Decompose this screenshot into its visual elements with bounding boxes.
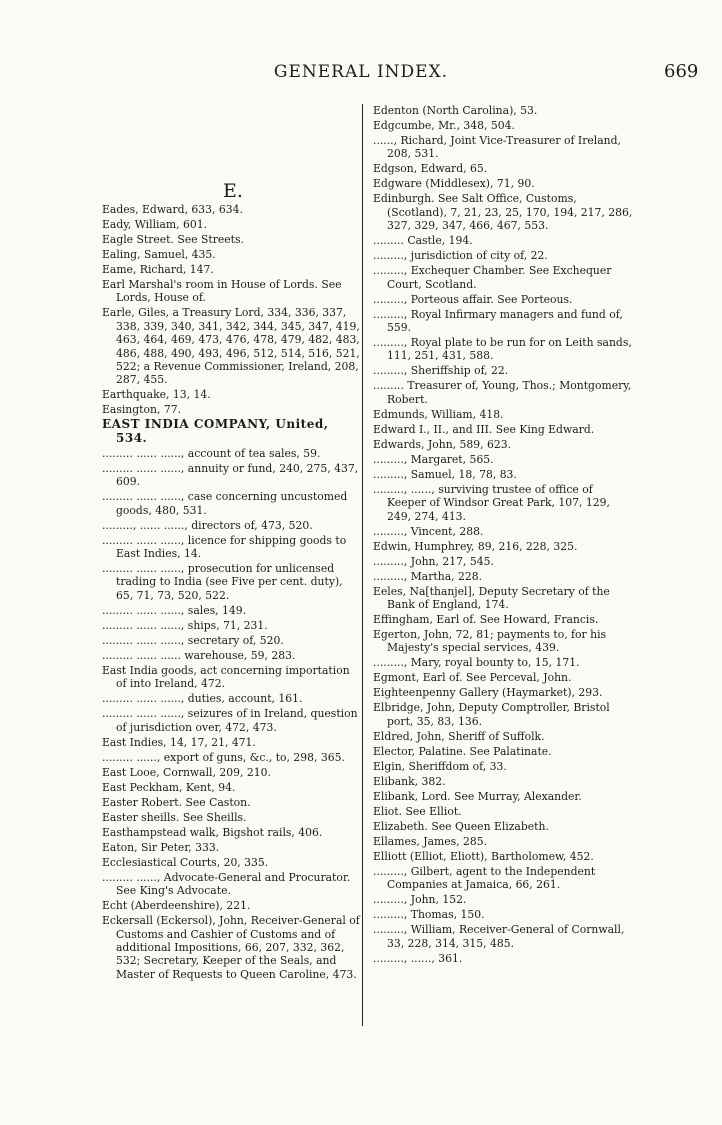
index-entry: Eeles, Na[thanjel], Deputy Secretary of the Bank of England, 174. <box>373 584 610 612</box>
index-entry: Edgcumbe, Mr., 348, 504. <box>373 119 515 132</box>
index-entry: ........., Martha, 228. <box>373 569 483 583</box>
index-entry: Eliot. See Elliot. <box>373 804 462 818</box>
index-entry: Earthquake, 13, 14. <box>102 388 211 402</box>
index-entry: Eighteenpenny Gallery (Haymarket), 293. <box>373 686 603 700</box>
index-entry: Edgware (Middlesex), 71, 90. <box>373 177 535 191</box>
index-entry: Elbridge, John, Deputy Comptroller, Bristol port, 35, 83, 136. <box>373 701 610 728</box>
index-entry: ........., Royal Infirmary managers and fund of, 559. <box>373 307 623 335</box>
index-entry: Easthampstead walk, Bigshot rails, 406. <box>102 825 323 839</box>
index-entry: ........., Mary, royal bounty to, 15, 171. <box>373 656 580 670</box>
index-entry: Edwin, Humphrey, 89, 216, 228, 325. <box>373 539 578 553</box>
index-entry: Elgin, Sheriffdom of, 33. <box>373 759 507 773</box>
index-entry: Edmunds, William, 418. <box>373 407 504 421</box>
index-entry: Eldred, John, Sheriff of Suffolk. <box>373 729 545 743</box>
index-entry: ......... ...... ......, annuity or fund, 240, 275, 437, 609. <box>102 461 359 489</box>
index-entry: ......... Castle, 194. <box>373 234 473 248</box>
section-letter-heading: E. <box>223 180 243 202</box>
index-entry: Eaton, Sir Peter, 333. <box>102 840 220 854</box>
index-entry: ........., Royal plate to be run for on Leith sands, 111, 251, 431, 588. <box>373 336 632 363</box>
column-divider <box>362 104 363 1026</box>
index-entry: Eckersall (Eckersol), John, Receiver-General of Customs and Cashier of Customs and of additional Impositions, 66, 207, 332, 362, 532; Secretary, Keeper of the Seals, and Master of Requests to Queen Caroline, 473. <box>102 914 360 981</box>
index-entry: Egmont, Earl of. See Perceval, John. <box>373 671 572 685</box>
index-entry: ........., Vincent, 288. <box>373 524 484 538</box>
index-entry: Elliott (Elliot, Eliott), Bartholomew, 452. <box>373 849 594 863</box>
index-entry: Ealing, Samuel, 435. <box>102 248 216 261</box>
index-entry: ........., ...... ......, directors of, 473, 520. <box>102 518 313 532</box>
index-entry: ........., Exchequer Chamber. See Exchequer Court, Scotland. <box>373 264 612 291</box>
index-entry: ........., ......, 361. <box>373 951 463 965</box>
index-entry: ........., ......, surviving trustee of office of Keeper of Windsor Great Park, 107, 129, 249, 274, 413. <box>373 482 610 523</box>
running-header-title: GENERAL INDEX. <box>273 62 449 82</box>
index-entry: ......... ......, export of guns, &c., to, 298, 365. <box>102 750 345 764</box>
index-entry: ......... ...... ...... warehouse, 59, 283. <box>102 648 296 662</box>
index-entry: ........., Samuel, 18, 78, 83. <box>373 467 517 481</box>
index-entry: Egerton, John, 72, 81; payments to, for his Majesty's special services, 439. <box>373 628 607 655</box>
index-entry: ........., Gilbert, agent to the Independent Companies at Jamaica, 66, 261. <box>373 864 596 892</box>
index-entry: ......... ...... ......, seizures of in Ireland, question of jurisdiction over, 472, 473. <box>102 707 358 734</box>
index-entry: Elibank, 382. <box>373 774 446 788</box>
index-entry: ........., William, Receiver-General of Cornwall, 33, 228, 314, 315, 485. <box>373 923 625 950</box>
index-entry: East India goods, act concerning importation of into Ireland, 472. <box>102 663 350 691</box>
index-entry: ......... ...... ......, sales, 149. <box>102 603 247 617</box>
index-entry: Elizabeth. See Queen Elizabeth. <box>373 819 549 833</box>
index-entry: ........., John, 217, 545. <box>373 554 494 568</box>
index-entry: ......... ...... ......, licence for shipping goods to East Indies, 14. <box>102 533 347 561</box>
index-entry: ......... Treasurer of, Young, Thos.; Montgomery, Robert. <box>373 379 632 406</box>
index-entry: ......... ...... ......, prosecution for unlicensed trading to India (see Five per cent. duty), 65, 71, 73, 520, 522. <box>102 562 343 602</box>
index-entry: ........., Sheriffship of, 22. <box>373 364 509 378</box>
index-entry: East Looe, Cornwall, 209, 210. <box>102 765 271 779</box>
index-entry: Ecclesiastical Courts, 20, 335. <box>102 855 269 869</box>
index-entry: ......... ...... ......, account of tea sales, 59. <box>102 446 321 460</box>
index-entry: ......... ...... ......, case concerning uncustomed goods, 480, 531. <box>102 490 348 517</box>
index-entry: Elibank, Lord. See Murray, Alexander. <box>373 789 582 803</box>
index-entry: ........., jurisdiction of city of, 22. <box>373 249 548 263</box>
index-entry: Elector, Palatine. See Palatinate. <box>373 744 552 758</box>
index-entry: Edenton (North Carolina), 53. <box>373 104 538 117</box>
index-entry: Ellames, James, 285. <box>373 834 488 848</box>
left-index-column <box>102 203 362 983</box>
index-entry: ........., John, 152. <box>373 893 467 907</box>
index-entry: ........., Thomas, 150. <box>373 908 485 922</box>
index-entry: ......... ...... ......, duties, account, 161. <box>102 692 303 706</box>
index-entry: Easter Robert. See Caston. <box>102 795 251 809</box>
index-entry: Eame, Richard, 147. <box>102 263 214 276</box>
index-entry: Edward I., II., and III. See King Edward. <box>373 422 595 436</box>
index-entry: Easington, 77. <box>102 403 182 417</box>
index-entry: Easter sheills. See Sheills. <box>102 810 247 824</box>
index-entry: ......... ...... ......, ships, 71, 231. <box>102 618 268 632</box>
index-entry: East Peckham, Kent, 94. <box>102 780 236 794</box>
index-entry: Edinburgh. See Salt Office, Customs, (Scotland), 7, 21, 23, 25, 170, 194, 217, 286, 327, 329, 347, 466, 467, 553. <box>373 192 633 233</box>
index-entry: Earle, Giles, a Treasury Lord, 334, 336, 337, 338, 339, 340, 341, 342, 344, 345, 347, 419, 463, 464, 469, 473, 476, 478, 479, 482, 483, 486, 488, 490, 493, 496, 512, 514, 516, 521, 522; a Revenue Commissioner, Ireland, 208, 287, 455. <box>102 306 360 387</box>
index-entry: Eagle Street. See Streets. <box>102 233 244 246</box>
index-entry: Edgson, Edward, 65. <box>373 162 488 176</box>
index-entry: East Indies, 14, 17, 21, 471. <box>102 735 256 749</box>
index-entry: ......... ......, Advocate-General and Procurator. See King's Advocate. <box>102 870 351 898</box>
index-entry: Eady, William, 601. <box>102 218 208 231</box>
index-entry: ......, Richard, Joint Vice-Treasurer of Ireland, 208, 531. <box>373 134 621 161</box>
index-entry: ........., Margaret, 565. <box>373 452 494 466</box>
page-number: 669 <box>664 61 699 82</box>
right-index-column <box>373 104 633 967</box>
index-entry: ........., Porteous affair. See Porteous. <box>373 292 573 306</box>
index-entry: Earl Marshal's room in House of Lords. See Lords, House of. <box>102 278 342 305</box>
index-entry: ......... ...... ......, secretary of, 520. <box>102 633 284 647</box>
index-entry: Effingham, Earl of. See Howard, Francis. <box>373 613 599 627</box>
index-entry: Echt (Aberdeenshire), 221. <box>102 899 251 913</box>
index-entry: Eades, Edward, 633, 634. <box>102 203 243 216</box>
index-entry: Edwards, John, 589, 623. <box>373 437 512 451</box>
index-entry: EAST INDIA COMPANY, United, 534. <box>102 417 329 445</box>
